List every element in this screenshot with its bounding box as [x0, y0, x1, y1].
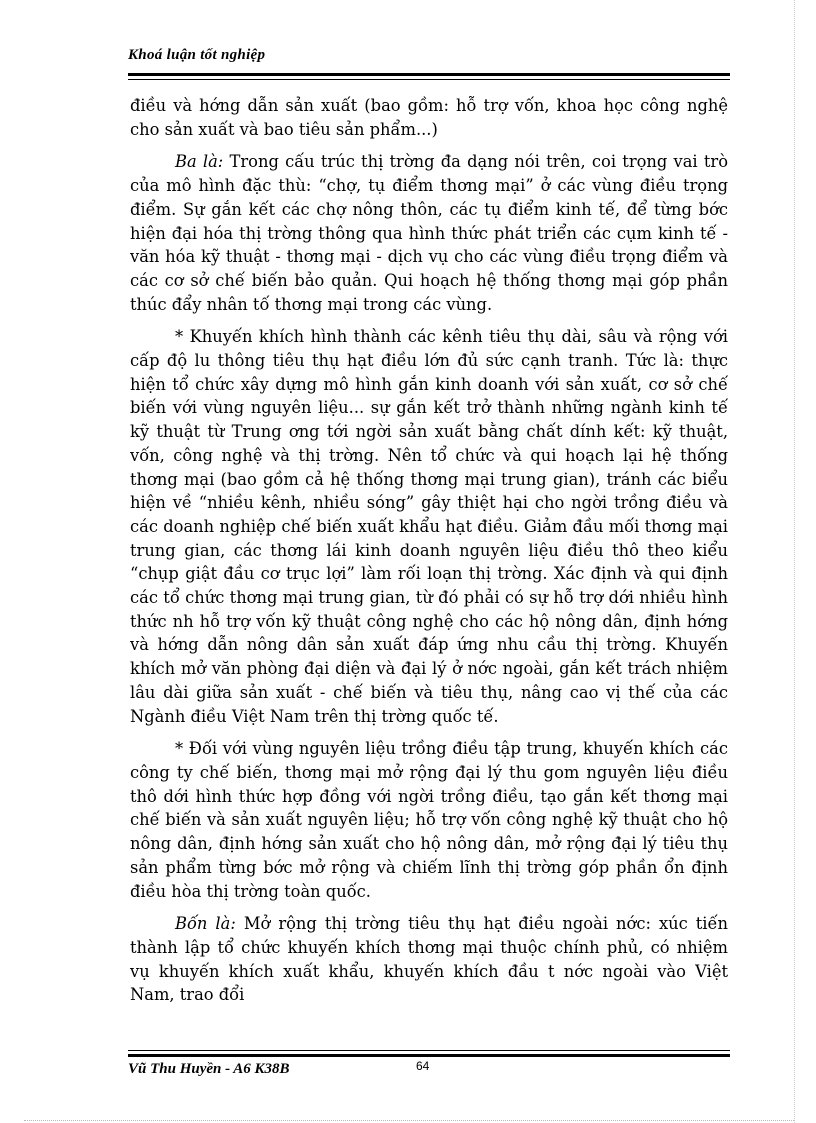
paragraph — [130, 737, 728, 903]
header-rule-thick — [128, 73, 730, 76]
paragraph-text: * Khuyến khích hình thành các kênh tiêu thụ dài, sâu và rộng với cấp độ lu thông tiêu thụ hạt điều lớn đủ sức cạnh tranh. Tức là: thực hiện tổ chức xây dựng mô hình gắn kinh doanh với sản xuất, cơ sở chế biến với vùng nguyên liệu... sự gắn kết trở thành những ngành kinh tế kỹ thuật từ Trung ơng tới ngời sản xuất bằng chất dính kết: kỹ thuật, vốn, công nghệ và thị trờng. Nên tổ chức và qui hoạch lại hệ thống thơng mại (bao gồm cả hệ thống thơng mại trung gian), tránh các biểu hiện về “nhiều kênh, nhiều sóng” gây thiệt hại cho ngời trồng điều và các doanh nghiệp chế biến xuất khẩu hạt điều. Giảm đầu mối thơng mại trung gian, các thơng lái kinh doanh nguyên liệu điều thô theo kiểu “chụp giật đầu cơ trục lợi” làm rối loạn thị trờng. Xác định và qui định các tổ chức thơng mại trung gian, từ đó phải có sự hỗ trợ dới nhiều hình thức nh hỗ trợ vốn kỹ thuật công nghệ cho các hộ nông dân, định hớng và hớng dẫn nông dân sản xuất đáp ứng nhu cầu thị trờng. Khuyến khích mở văn phòng đại diện và đại lý ở nớc ngoài, gắn kết trách nhiệm lâu dài giữa sản xuất - chế biến và tiêu thụ, nâng cao vị thế của các Ngành điều Việt Nam trên thị trờng quốc tế. — [130, 327, 728, 726]
footer-rule-thick — [128, 1054, 730, 1057]
page-number: 64 — [416, 1059, 430, 1073]
paragraph — [130, 94, 728, 141]
paragraph-text: * Đối với vùng nguyên liệu trồng điều tập trung, khuyến khích các công ty chế biến, thơng mại mở rộng đại lý thu gom nguyên liệu điều thô dới hình thức hợp đồng với ngời trồng điều, tạo gắn kết thơng mại chế biến và sản xuất nguyên liệu; hỗ trợ vốn công nghệ kỹ thuật cho hộ nông dân, định hớng sản xuất cho hộ nông dân, mở rộng đại lý tiêu thụ sản phẩm từng bớc mở rộng và chiếm lĩnh thị trờng góp phần ổn định điều hòa thị trờng toàn quốc. — [130, 739, 728, 901]
paragraph-text: điều và hớng dẫn sản xuất (bao gồm: hỗ trợ vốn, khoa học công nghệ cho sản xuất và bao tiêu sản phẩm...) — [130, 96, 728, 139]
paragraph-text: Trong cấu trúc thị trờng đa dạng nói trên, coi trọng vai trò của mô hình đặc thù: “chợ, tụ điểm thơng mại” ở các vùng điều trọng điểm. Sự gắn kết các chợ nông thôn, các tụ điểm kinh tế, để từng bớc hiện đại hóa thị trờng thông qua hình thức phát triển các cụm kinh tế - văn hóa kỹ thuật - thơng mại - dịch vụ cho các vùng điều trọng điểm và các cơ sở chế biến bảo quản. Qui hoạch hệ thống thơng mại góp phần thúc đẩy nhân tố thơng mại trong các vùng. — [130, 152, 728, 314]
paragraph — [130, 325, 728, 728]
footer-rule-thin — [128, 1050, 730, 1051]
page-edge-divider — [24, 1120, 794, 1121]
document-body — [130, 94, 728, 1016]
page-header — [128, 44, 730, 66]
page-side-divider — [794, 0, 795, 1123]
paragraph-lead: Bốn là: — [175, 914, 236, 934]
header-title: Khoá luận tốt nghiệp — [128, 47, 266, 63]
paragraph-lead: Ba là: — [175, 152, 224, 172]
paragraph — [130, 912, 728, 1007]
paragraph — [130, 150, 728, 316]
footer-author: Vũ Thu Huyền - A6 K38B — [128, 1061, 290, 1077]
paragraph-text: Mở rộng thị trờng tiêu thụ hạt điều ngoài nớc: xúc tiến thành lập tổ chức khuyến khích thơng mại thuộc chính phủ, có nhiệm vụ khuyến khích xuất khẩu, khuyến khích đầu t nớc ngoài vào Việt Nam, trao đổi — [130, 914, 728, 1005]
header-rule-thin — [128, 79, 730, 80]
